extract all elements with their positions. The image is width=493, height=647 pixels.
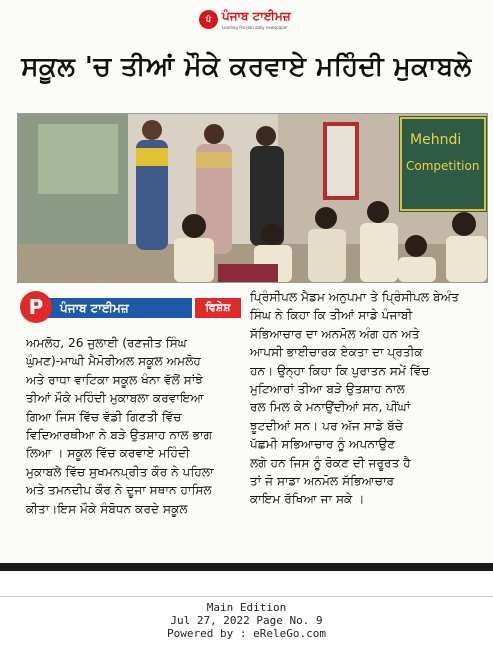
edition-label: Main Edition	[206, 601, 287, 614]
article-line: ਲਗੇ ਹਨ ਜਿਸ ਨੂੰ ਰੋਕਣ ਦੀ ਜਰੂਰਤ ਹੈ	[250, 455, 411, 470]
article-line: ਤੀਆਂ ਮੌਕੇ ਮਹਿੰਦੀ ਮੁਕਾਬਲਾ ਕਰਵਾਇਆ	[26, 391, 204, 406]
banner-line-1: Mehndi	[410, 132, 462, 148]
article-line: ਅਮਲੋਹ, 26 ਜੁਲਾਈ (ਰਣਜੀਤ ਸਿੰਘ	[26, 336, 187, 350]
article-line: ਝੂਟਦੀਆਂ ਸਨ। ਪਰ ਅੱਜ ਸਾਡੇ ਬੱਚੇ	[250, 418, 404, 433]
article-line: ਹਨ। ਉਨ੍ਹਾ ਕਿਹਾ ਕਿ ਪੁਰਾਤਨ ਸਮੇਂ ਵਿੱਚ	[250, 363, 430, 378]
competition-board	[399, 116, 487, 212]
photo-illustration	[18, 114, 487, 282]
logo-name: ਪੰਜਾਬ ਟਾਈਮਜ਼	[222, 9, 291, 23]
powered-by-label: Powered by : eReleGo.com	[167, 627, 326, 640]
page-footer	[0, 601, 493, 640]
article-line: ਘੁੰਮਣ)-ਮਾਘੀ ਮੈਮੋਰੀਅਲ ਸਕੂਲ ਅਮਲੋਹ	[26, 354, 201, 369]
article-line: ਅਤੇ ਤਮਨਦੀਪ ਕੌਰ ਨੇ ਦੂਜਾ ਸਥਾਨ ਹਾਸਿਲ	[26, 483, 212, 498]
article-line: ਪ੍ਰਿੰਸੀਪਲ ਮੈਡਮ ਅਨੁਪਮਾ ਤੇ ਪ੍ਰਿੰਸੀਪਲ ਬੇਅੰਤ	[250, 290, 459, 304]
bottom-rule	[0, 563, 493, 571]
article-line: ਕੀਤਾ।ਇਸ ਮੌਕੇ ਸੰਬੋਧਨ ਕਰਦੇ ਸਕੂਲ	[26, 501, 188, 516]
article-line: ਆਪਸੀ ਭਾਈਚਾਰਕ ਏਕਤਾ ਦਾ ਪ੍ਰਤੀਕ	[250, 345, 423, 360]
article-line: ਲਿਆ । ਸਕੂਲ ਵਿੱਚ ਕਰਵਾਏ ਮਹਿੰਦੀ	[26, 446, 190, 461]
article-column-left	[26, 334, 244, 518]
banner-line-2: Competition	[406, 159, 480, 173]
article-line: ਤਾਂ ਜੋ ਸਾਡਾ ਅਨਮੋਲ ਸੱਭਿਆਚਾਰ	[250, 474, 395, 489]
article-line: ਪੱਛਮੀ ਸਭਿਆਚਾਰ ਨੂੰ ਅਪਨਾਉਣ	[250, 437, 396, 452]
article-line: ਮੁਕਾਬਲੇ ਵਿੱਚ ਸੁਖਮਨਪ੍ਰੀਤ ਕੌਰ ਨੇ ਪਹਿਲਾ	[26, 464, 214, 479]
p-logo-icon: P	[20, 291, 52, 323]
article-line: ਅਤੇ ਰਾਧਾ ਵਾਟਿਕਾ ਸਕੂਲ ਖੰਨਾ ਵੱਲੋਂ ਸਾਂਝੇ	[26, 372, 203, 387]
article-line: ਸੱਭਿਆਚਾਰ ਦਾ ਅਨਮੋਲ ਅੰਗ ਹਨ ਅਤੇ	[250, 326, 420, 341]
footer-divider	[0, 596, 493, 597]
special-tag: ਵਿਸ਼ੇਸ਼	[195, 298, 241, 318]
article-line: ਕਾਇਮ ਰੱਖਿਆ ਜਾ ਸਕੇ ।	[250, 492, 365, 507]
masthead-logo	[199, 8, 299, 34]
article-line: ਵਿਦਿਆਰਥੀਆ ਨੇ ਬੜੇ ਉਤਸ਼ਾਹ ਨਾਲ ਭਾਗ	[26, 428, 213, 443]
article-line: ਸਿੰਘ ਨੇ ਕਿਹਾ ਕਿ ਤੀਆਂ ਸਾਡੇ ਪੰਜਾਬੀ	[250, 308, 413, 323]
date-page-label: Jul 27, 2022 Page No. 9	[170, 614, 323, 627]
article-headline: ਸਕੂਲ 'ਚ ਤੀਆਂ ਮੌਕੇ ਕਰਵਾਏ ਮਹਿੰਦੀ ਮੁਕਾਬਲੇ	[21, 52, 472, 82]
logo-badge: ਪੰ	[199, 10, 218, 29]
article-line: ਮੁਟਿਆਰਾਂ ਤੀਆ ਬੜੇ ਉਤਸ਼ਾਹ ਨਾਲ	[250, 382, 405, 397]
article-column-right	[250, 288, 486, 509]
article-line: ਗਿਆ ਜਿਸ ਵਿੱਚ ਵੱਡੀ ਗਿਣਤੀ ਵਿੱਚ	[26, 409, 182, 424]
article-photo	[17, 113, 488, 283]
paper-name-strip: ਪੰਜਾਬ ਟਾਈਮਜ਼	[46, 298, 192, 318]
article-line: ਰਲ ਮਿਲ ਕੇ ਮਨਾਉਂਦੀਆਂ ਸਨ, ਪੀਂਘਾਂ	[250, 400, 411, 415]
logo-tagline: Leading Punjabi daily newspaper	[222, 25, 288, 30]
byline-strip	[20, 291, 241, 323]
